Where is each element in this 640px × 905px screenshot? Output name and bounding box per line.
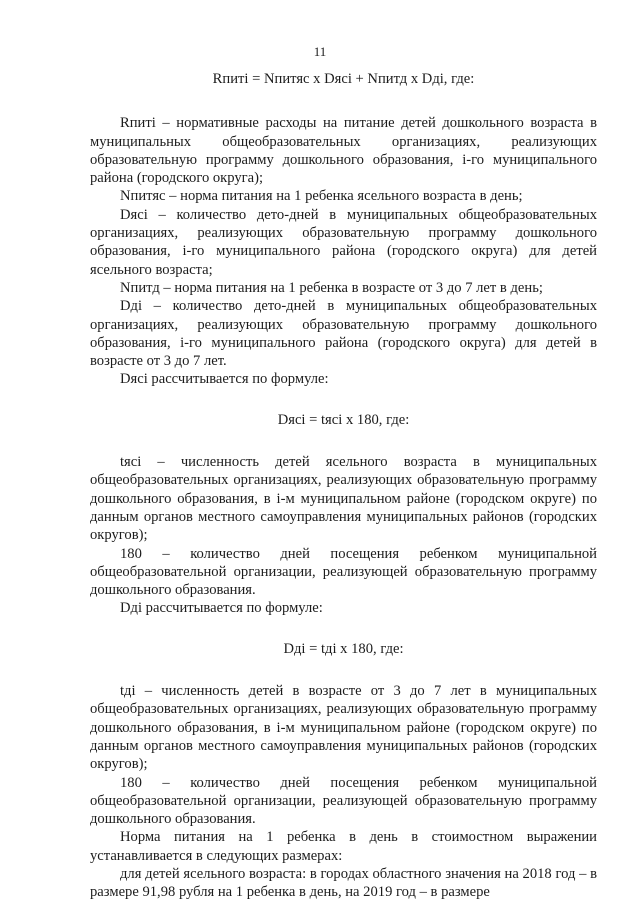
definition-t-d: tді – численность детей в возрасте от 3 до 7 лет в муниципальных общеобразовательных организациях, реализующих образовательную программу дошкольного образования, в і-м муниципальном районе (городском округе) по данным органов местного самоуправления муниципальных районов (городских округов); [90, 683, 597, 773]
formula-food-expenses: Rпиті = Nпитяс x Dясі + Nпитд x Dді, где: [212, 71, 475, 87]
definition-180-days-2: 180 – количество дней посещения ребенком муниципальной общеобразовательной организации, реализующей образовательную программу дошкольного образования. [90, 774, 597, 828]
definition-180-days: 180 – количество дней посещения ребенком муниципальной общеобразовательной организации, реализующей образовательную программу дошкольного образования. [90, 545, 597, 599]
formula-d-yas: Dясі = tясі x 180, где: [277, 411, 410, 428]
definition-d-yas: Dясі – количество дето-дней в муниципальных общеобразовательных организациях, реализующих образовательную программу дошкольного образования, і-го муниципального района (городского округа) для детей ясельного возраста; [90, 206, 597, 278]
definition-n-pit-d: Nпитд – норма питания на 1 ребенка в возрасте от 3 до 7 лет в день; [120, 279, 543, 296]
definition-r-pit: Rпиті – нормативные расходы на питание детей дошкольного возраста в муниципальных общеобразовательных организациях, реализующих образовательную программу дошкольного образования, і-го муниципального района (городского округа); [90, 115, 597, 187]
formula-d-d: Dді = tді x 180, где: [283, 640, 404, 657]
food-norm-nursery: для детей ясельного возраста: в городах областного значения на 2018 год – в размере 91,98 рубля на 1 ребенка в день, на 2019 год – в размере [90, 865, 597, 901]
definition-n-pit-yas: Nпитяс – норма питания на 1 ребенка ясельного возраста в день; [120, 188, 523, 205]
intro-formula-d-d: Dді рассчитывается по формуле: [120, 600, 323, 617]
definition-d-d: Dді – количество дето-дней в муниципальных общеобразовательных организациях, реализующих образовательную программу дошкольного образования, і-го муниципального района (городского округа) для детей в возрасте от 3 до 7 лет. [90, 298, 597, 370]
food-norm-intro: Норма питания на 1 ребенка в день в стоимостном выражении устанавливается в следующих размерах: [90, 829, 597, 864]
document-body [90, 70, 597, 902]
definition-t-yas: tясі – численность детей ясельного возраста в муниципальных общеобразовательных организациях, реализующих образовательную программу дошкольного образования, в і-м муниципальном районе (городском округе) по данным органов местного самоуправления муниципальных районов (городских округов); [90, 454, 597, 544]
page-number: 11 [313, 44, 327, 59]
intro-formula-d-yas: Dясі рассчитывается по формуле: [120, 371, 329, 388]
